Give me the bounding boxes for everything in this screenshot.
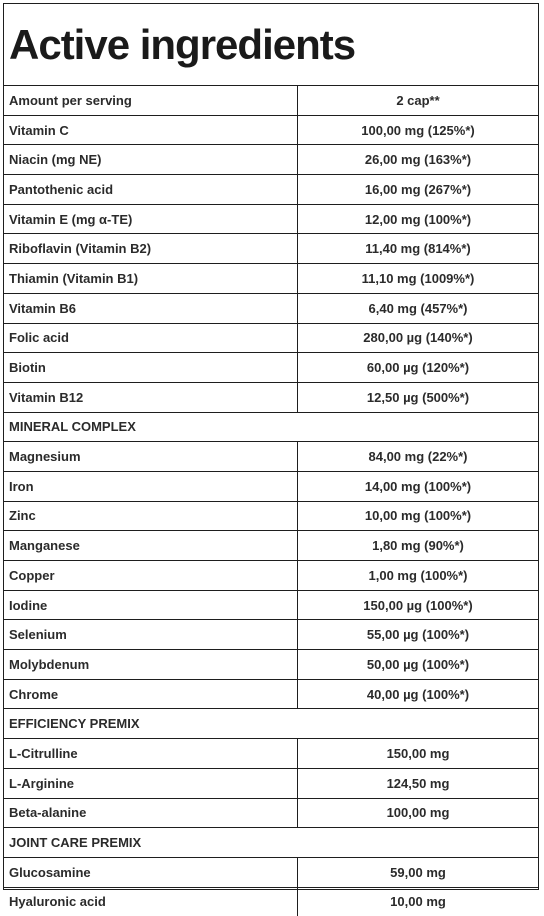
ingredient-amount: 14,00 mg (100%*) [298, 471, 539, 501]
ingredient-name: Hyaluronic acid [4, 887, 298, 916]
ingredient-name: Vitamin B12 [4, 382, 298, 412]
ingredient-name: Vitamin E (mg α-TE) [4, 204, 298, 234]
table-row [4, 650, 538, 680]
ingredient-amount: 11,10 mg (1009%*) [298, 264, 539, 294]
table-row [4, 768, 538, 798]
ingredient-name: Chrome [4, 679, 298, 709]
ingredient-amount: 59,00 mg [298, 857, 539, 887]
ingredient-amount: 11,40 mg (814%*) [298, 234, 539, 264]
table-row [4, 145, 538, 175]
header-name-cell: Amount per serving [4, 86, 298, 115]
section-heading: JOINT CARE PREMIX [4, 828, 298, 858]
table-row [4, 620, 538, 650]
table-row [4, 471, 538, 501]
section-heading: EFFICIENCY PREMIX [4, 709, 298, 739]
ingredient-name: Manganese [4, 531, 298, 561]
table-row [4, 382, 538, 412]
ingredients-panel [3, 3, 539, 910]
ingredient-amount: 26,00 mg (163%*) [298, 145, 539, 175]
table-row [4, 264, 538, 294]
ingredient-amount: 55,00 µg (100%*) [298, 620, 539, 650]
ingredient-amount: 280,00 µg (140%*) [298, 323, 539, 353]
ingredient-amount: 60,00 µg (120%*) [298, 353, 539, 383]
table-row [4, 531, 538, 561]
ingredient-name: Magnesium [4, 442, 298, 472]
table-row [4, 115, 538, 145]
ingredient-amount: 40,00 µg (100%*) [298, 679, 539, 709]
ingredient-amount: 10,00 mg (100%*) [298, 501, 539, 531]
table-row [4, 442, 538, 472]
ingredient-amount: 150,00 µg (100%*) [298, 590, 539, 620]
ingredient-name: L-Arginine [4, 768, 298, 798]
header-value-cell: 2 cap** [298, 86, 539, 115]
ingredient-name: Molybdenum [4, 650, 298, 680]
ingredient-amount: 12,00 mg (100%*) [298, 204, 539, 234]
ingredient-name: Vitamin B6 [4, 293, 298, 323]
ingredient-amount: 1,00 mg (100%*) [298, 561, 539, 591]
ingredient-amount: 1,80 mg (90%*) [298, 531, 539, 561]
ingredient-amount: 100,00 mg (125%*) [298, 115, 539, 145]
ingredient-name: Biotin [4, 353, 298, 383]
ingredients-table [4, 86, 538, 916]
table-row [4, 798, 538, 828]
ingredient-name: Folic acid [4, 323, 298, 353]
table-header-row [4, 86, 538, 115]
ingredient-amount: 12,50 µg (500%*) [298, 382, 539, 412]
ingredient-name: Riboflavin (Vitamin B2) [4, 234, 298, 264]
table-row [4, 323, 538, 353]
ingredient-name: Pantothenic acid [4, 175, 298, 205]
section-value-empty [298, 709, 539, 739]
ingredient-amount: 124,50 mg [298, 768, 539, 798]
section-value-empty [298, 412, 539, 442]
table-row [4, 561, 538, 591]
table-row [4, 857, 538, 887]
section-value-empty [298, 828, 539, 858]
ingredient-name: Iron [4, 471, 298, 501]
ingredient-amount: 84,00 mg (22%*) [298, 442, 539, 472]
ingredient-name: Vitamin C [4, 115, 298, 145]
table-row [4, 590, 538, 620]
ingredient-name: Thiamin (Vitamin B1) [4, 264, 298, 294]
ingredient-amount: 50,00 µg (100%*) [298, 650, 539, 680]
table-row [4, 204, 538, 234]
section-heading-row [4, 828, 538, 858]
table-row [4, 353, 538, 383]
ingredient-name: L-Citrulline [4, 739, 298, 769]
ingredient-name: Beta-alanine [4, 798, 298, 828]
ingredient-name: Selenium [4, 620, 298, 650]
section-heading-row [4, 412, 538, 442]
page-title: Active ingredients [4, 4, 538, 86]
table-row [4, 739, 538, 769]
table-row [4, 501, 538, 531]
table-row [4, 887, 538, 916]
ingredient-name: Iodine [4, 590, 298, 620]
ingredient-name: Copper [4, 561, 298, 591]
table-row [4, 234, 538, 264]
ingredient-name: Niacin (mg NE) [4, 145, 298, 175]
ingredient-amount: 16,00 mg (267%*) [298, 175, 539, 205]
section-heading-row [4, 709, 538, 739]
ingredient-name: Zinc [4, 501, 298, 531]
ingredients-table-body [4, 86, 538, 916]
ingredient-name: Glucosamine [4, 857, 298, 887]
ingredient-amount: 10,00 mg [390, 894, 446, 910]
ingredient-amount: 6,40 mg (457%*) [298, 293, 539, 323]
ingredient-amount: 150,00 mg [298, 739, 539, 769]
section-heading: MINERAL COMPLEX [4, 412, 298, 442]
ingredient-amount: 100,00 mg [298, 798, 539, 828]
table-row [4, 293, 538, 323]
table-row [4, 679, 538, 709]
table-row [4, 175, 538, 205]
